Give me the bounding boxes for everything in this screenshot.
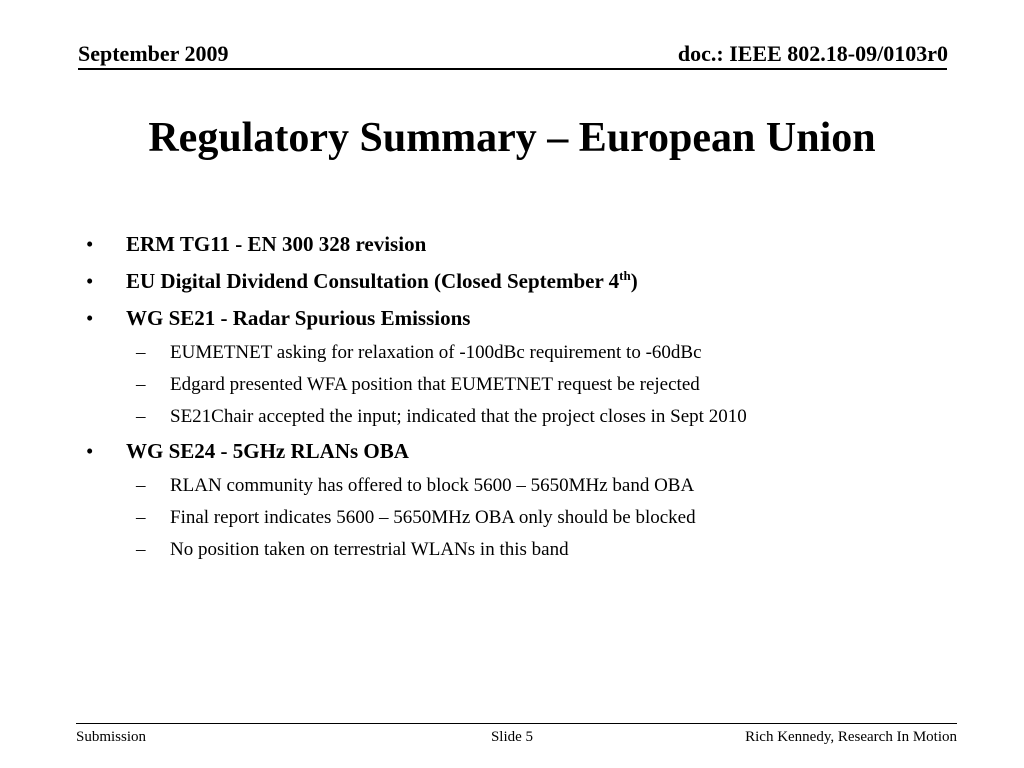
bullet-superscript: th [619, 268, 631, 283]
bullet-text: ERM TG11 - EN 300 328 revision [126, 232, 427, 256]
bullet-marker: • [86, 439, 94, 463]
footer-author: Rich Kennedy, Research In Motion [745, 729, 957, 745]
subitem-wfa-position [86, 371, 966, 403]
bullet-marker: • [86, 269, 94, 293]
subitem-text: Final report indicates 5600 – 5650MHz OBA only should be blocked [170, 507, 696, 528]
subitem-text: SE21Chair accepted the input; indicated that the project closes in Sept 2010 [170, 406, 747, 427]
header-date: September 2009 [78, 41, 229, 66]
dash-marker: – [136, 507, 146, 528]
footer-divider [76, 723, 957, 724]
slide-title: Regulatory Summary – European Union [148, 115, 876, 161]
subitem-text: RLAN community has offered to block 5600 – 5650MHz band OBA [170, 475, 695, 496]
bullet-item-wg-se21 [86, 302, 966, 339]
footer-slide-number: Slide 5 [490, 729, 534, 745]
header-divider [78, 68, 947, 70]
dash-marker: – [136, 475, 146, 496]
subitem-rlan-offer [86, 472, 966, 504]
subitem-final-report [86, 504, 966, 536]
bullet-item-wg-se24 [86, 435, 966, 472]
subitem-text: Edgard presented WFA position that EUMETNET request be rejected [170, 374, 700, 395]
dash-marker: – [136, 406, 146, 427]
bullet-text: EU Digital Dividend Consultation (Closed September 4 [126, 269, 620, 293]
subitem-text: No position taken on terrestrial WLANs in this band [170, 539, 569, 560]
footer-submission: Submission [76, 729, 147, 745]
dash-marker: – [136, 539, 146, 560]
subitem-no-position [86, 536, 966, 568]
bullet-text: WG SE24 - 5GHz RLANs OBA [126, 439, 409, 463]
bullet-text: WG SE21 - Radar Spurious Emissions [126, 306, 471, 330]
dash-marker: – [136, 374, 146, 395]
subitem-se21-chair [86, 403, 966, 435]
bullet-marker: • [86, 232, 94, 256]
dash-marker: – [136, 342, 146, 363]
bullet-marker: • [86, 306, 94, 330]
bullet-item-erm-tg11 [86, 228, 966, 265]
subitem-text: EUMETNET asking for relaxation of -100dBc requirement to -60dBc [170, 342, 702, 363]
subitem-eumetnet-relaxation [86, 339, 966, 371]
bullet-list [86, 228, 966, 568]
header-doc-id: doc.: IEEE 802.18-09/0103r0 [677, 41, 948, 66]
bullet-item-digital-dividend [86, 265, 966, 302]
bullet-suffix: ) [630, 269, 638, 293]
